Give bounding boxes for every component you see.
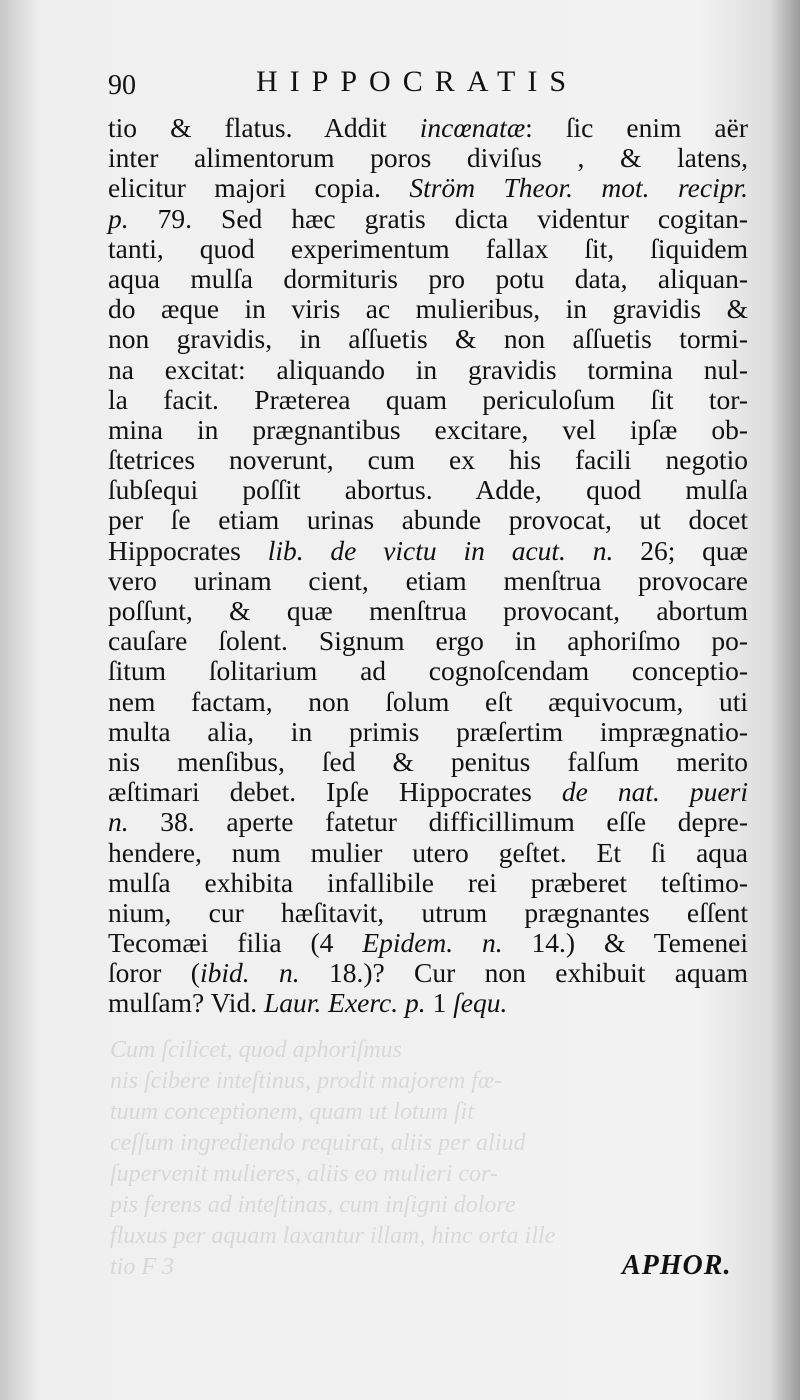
italic-citation: ibid. n. [199,957,300,989]
text-line: mina in prægnantibus excitare, vel ipſæ ob- [108,413,748,445]
bleed-line: tio F 3 [110,1254,174,1280]
text-line: nium, cur hæſitavit, utrum prægnantes eſſent [108,896,748,928]
italic-citation: Epidem. n. [362,927,503,959]
text-line: multa alia, in primis præſertim imprægnatio- [108,715,748,747]
text-line: inter alimentorum poros diviſus , & latens, [108,142,748,174]
text-line: hendere, num mulier utero geſtet. Et ſi aqua [108,836,748,868]
text-line: æſtimari debet. Ipſe Hippocrates de nat. pueri [108,776,748,808]
text-line: la facit. Præterea quam periculoſum ſit tor- [108,383,748,415]
text-line: n. 38. aperte fatetur difficillimum eſſe depre- [108,806,748,838]
text-line: cauſare ſolent. Signum ergo in aphoriſmo po- [108,625,748,657]
text-line: Tecomæi filia (4 Epidem. n. 14.) & Temenei [108,927,749,959]
italic-citation: Laur. Exerc. p. [263,987,426,1019]
italic-citation: de nat. pueri [561,776,748,808]
catchword: APHOR. [622,1250,732,1281]
bleed-line: tuum conceptionem, quam ut lotum ſit [110,1099,474,1125]
text-line: tanti, quod experimentum fallax ſit, ſiquidem [108,232,748,264]
text-line: Hippocrates lib. de victu in acut. n. 26; quæ [108,534,749,566]
text-line: do æque in viris ac mulieribus, in gravidis & [108,293,748,325]
text-line: nis menſibus, ſed & penitus falſum merito [108,745,748,777]
text-line: mulſam? Vid. Laur. Exerc. p. 1 ſequ. [108,987,508,1019]
text-line: ſoror (ibid. n. 18.)? Cur non exhibuit aquam [108,957,749,989]
bleed-line: ſupervenit mulieres, aliis eo mulieri cor- [110,1161,498,1187]
text-line: ſtetrices noverunt, cum ex his facili negotio [108,444,748,476]
running-title: HIPPOCRATIS [256,65,579,98]
italic-citation: incœnatæ [419,112,526,143]
text-line: na excitat: aliquando in gravidis tormina nul- [108,353,748,385]
text-line: ſubſequi poſſit abortus. Adde, quod mulſa [108,474,748,506]
text-line: nem factam, non ſolum eſt æquivocum, uti [108,685,748,717]
text-line: p. 79. Sed hæc gratis dicta videntur cogitan- [108,202,748,234]
text-line: elicitur majori copia. Ström Theor. mot. recipr. [108,172,748,204]
bleed-line: pis ferens ad inteſtinas, cum inſigni dolore [110,1192,516,1218]
italic-citation: ſequ. [453,987,508,1019]
italic-citation: Ström Theor. mot. recipr. [409,172,748,204]
bleed-line: Cum ſcilicet, quod aphoriſmus [110,1037,402,1063]
page-header [108,62,628,102]
bleed-through-text [110,1035,750,1283]
italic-citation: n. [108,806,129,838]
text-line: aqua mulſa dormituris pro potu data, aliquan- [108,262,748,294]
text-line: mulſa exhibita infallibile rei præberet teſtimo- [108,866,748,898]
bleed-line: nis ſcibere inteſtinus, prodit majorem fœ- [110,1068,502,1094]
text-line: vero urinam cient, etiam menſtrua provocare [108,564,748,596]
body-text [108,113,748,1019]
text-line: ſitum ſolitarium ad cognoſcendam conceptio- [108,655,748,687]
italic-citation: p. [108,202,129,234]
text-line: poſſunt, & quæ menſtrua provocant, abortum [108,595,748,626]
text-line: non gravidis, in aſſuetis & non aſſuetis tormi- [108,323,748,355]
page-number: 90 [108,70,136,101]
italic-citation: lib. de victu in acut. n. [267,534,614,566]
text-line: per ſe etiam urinas abunde provocat, ut docet [108,504,748,536]
bleed-line: fluxus per aquam laxantur illam, hinc orta ille [110,1223,556,1249]
text-line: tio & flatus. Addit incœnatæ: ſic enim aër [108,112,748,143]
bleed-line: ceſſum ingrediendo requirat, aliis per aliud [110,1130,526,1156]
